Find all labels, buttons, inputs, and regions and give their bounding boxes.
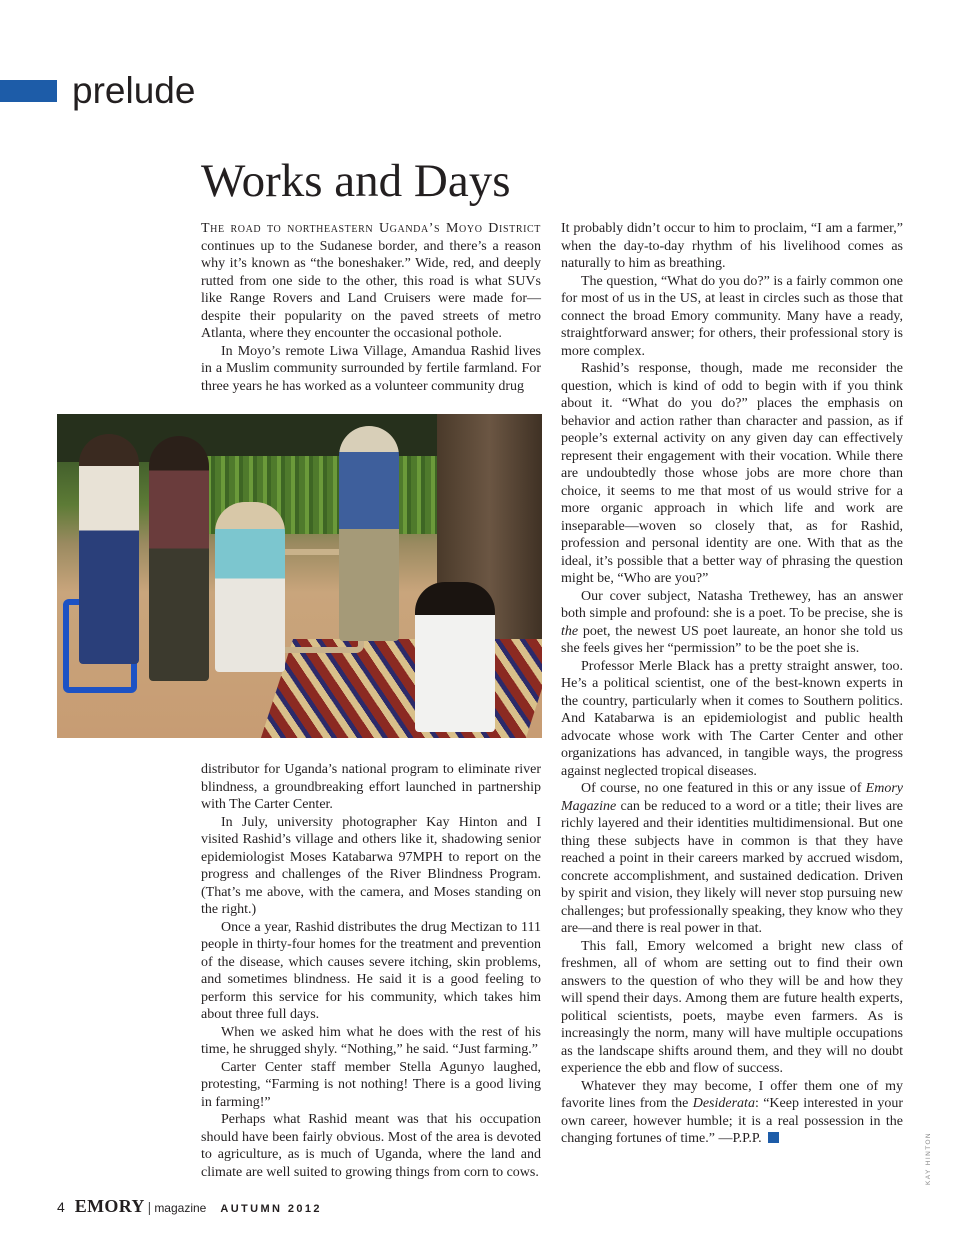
column-right bbox=[561, 220, 903, 1148]
lead-in: The road to northeastern Uganda’s Moyo District bbox=[201, 221, 541, 236]
brand-logo: EMORY bbox=[74, 1196, 145, 1216]
paragraph: Our cover subject, Natasha Trethewey, has an answer both simple and profound: she is a poet. To be precise, she is the poet, the newest US poet laureate, an honor she told us she feels gives her “permission” to be the poet she is. bbox=[561, 588, 903, 656]
paragraph: The question, “What do you do?” is a fairly common one for most of us in the US, at least in circles such as those that connect the broad Emory community. Many have a ready, straightforward answer; for others, their professional story is more complex. bbox=[561, 273, 903, 359]
paragraph: It probably didn’t occur to him to proclaim, “I am a farmer,” when the day-to-day rhythm of his livelihood comes as naturally to him as breathing. bbox=[561, 221, 903, 271]
photo-credit: KAY HINTON bbox=[925, 1132, 932, 1186]
paragraph: Rashid’s response, though, made me reconsider the question, which is kind of odd to begin with if you think about it. “What do you do?” places the emphasis on behavior and action rather than character and passion, as if people’s external activity on any given day can effectively represent their engagement with their vocation. While there are undoubtedly those whose jobs are more chore than choice, it seems to me that most of us would strive for a more organic approach in which life and work are inseparable—woven so closely that, as for Rashid, profession and personal identity are one. With that as the ideal, it’s possible that a better way of phrasing the question might be, “Who are you?” bbox=[561, 361, 903, 586]
page-number: 4 bbox=[57, 1199, 65, 1215]
paragraph: In Moyo’s remote Liwa Village, Amandua Rashid lives in a Muslim community surrounded by fertile farmland. For three years he has worked as a volunteer community drug bbox=[201, 343, 541, 394]
paragraph: distributor for Uganda’s national program to eliminate river blindness, a groundbreaking effort launched in partnership with The Carter Center. bbox=[201, 762, 541, 812]
paragraph: When we asked him what he does with the rest of his time, he shrugged shyly. “Nothing,” he said. “Just farming.” bbox=[201, 1024, 541, 1057]
paragraph: Of course, no one featured in this or any issue of Emory Magazine can be reduced to a word or a title; their lives are richly layered and their identities multidimensional. But one thing these subjects have in common is that they have reached a point in their careers marked by accrued wisdom, concrete accomplishment, and sustained dedication. Driven by spirit and vision, they likely will never stop pursuing new challenges; but professionally speaking, they know who they are—and there is real power in that. bbox=[561, 781, 903, 936]
magazine-label: magazine bbox=[154, 1201, 207, 1215]
paragraph: Whatever they may become, I offer them one of my favorite lines from the Desiderata: “Keep interested in your own career, however humble; it is a real possession in the changing fortunes of time.” —P.P.P. bbox=[561, 1078, 903, 1146]
section-color-bar bbox=[0, 80, 57, 102]
column-left-top bbox=[201, 220, 541, 395]
paragraph: This fall, Emory welcomed a bright new class of freshmen, all of whom are setting out to find their own answers to the question of who they will be and how they will spend their days. Among them are future health experts, political scientists, poets, maybe even farmers. As is increasingly the norm, many will have multiple occupations as the landscape shifts around them, and they will no doubt experience the ebb and flow of success. bbox=[561, 938, 903, 1076]
woven-mat bbox=[261, 639, 542, 738]
paragraph: Perhaps what Rashid meant was that his occupation should have been fairly obvious. Most of the area is devoted to agriculture, as is much of Uganda, where the land and climate are well suited to growing things from corn to cows. bbox=[201, 1112, 541, 1180]
paragraph: Carter Center staff member Stella Agunyo laughed, protesting, “Farming is not nothing! There is a good living in farming!” bbox=[201, 1059, 541, 1110]
paragraph: Once a year, Rashid distributes the drug Mectizan to 111 people in thirty-four homes for the treatment and prevention of the disease, which causes severe itching, skin problems, and sometimes blindness. He said it is a good feeling to perform this service for his community, which takes him about three full days. bbox=[201, 919, 541, 1022]
person bbox=[339, 426, 399, 641]
page-footer bbox=[57, 1196, 322, 1217]
column-left-bottom bbox=[201, 761, 541, 1181]
paragraph: The road to northeastern Uganda’s Moyo District continues up to the Sudanese border, and there’s a reason why it’s known as “the boneshaker.” Wide, red, and deeply rutted from one side to the other, this road is what SUVs like Range Rovers and Land Cruisers were made for—despite their popularity on the paved streets of metro Atlanta, where they encounter the occasional pothole. bbox=[201, 221, 541, 341]
section-label: prelude bbox=[72, 70, 196, 111]
issue-season: AUTUMN 2012 bbox=[220, 1203, 322, 1215]
person bbox=[149, 436, 209, 681]
article-title: Works and Days bbox=[201, 155, 511, 207]
paragraph: Professor Merle Black has a pretty straight answer, too. He’s a political scientist, one of the best-known experts in the country, particularly when it comes to Southern politics. And Katabarwa is an epidemiologist and public health advocate whose work with The Carter Center and other organizations has advanced, in tangible ways, the progress against neglected tropical diseases. bbox=[561, 658, 903, 779]
article-photo bbox=[57, 414, 542, 738]
end-mark-icon bbox=[768, 1132, 779, 1143]
person bbox=[415, 582, 495, 732]
person-with-camera bbox=[215, 502, 285, 672]
paragraph: In July, university photographer Kay Hinton and I visited Rashid’s village and others like it, shadowing senior epidemiologist Moses Katabarwa 97MPH to report on the progress and challenges of the River Blindness Program. (That’s me above, with the camera, and Moses standing on the right.) bbox=[201, 814, 541, 917]
footer-separator: | bbox=[147, 1199, 152, 1215]
person bbox=[79, 434, 139, 664]
